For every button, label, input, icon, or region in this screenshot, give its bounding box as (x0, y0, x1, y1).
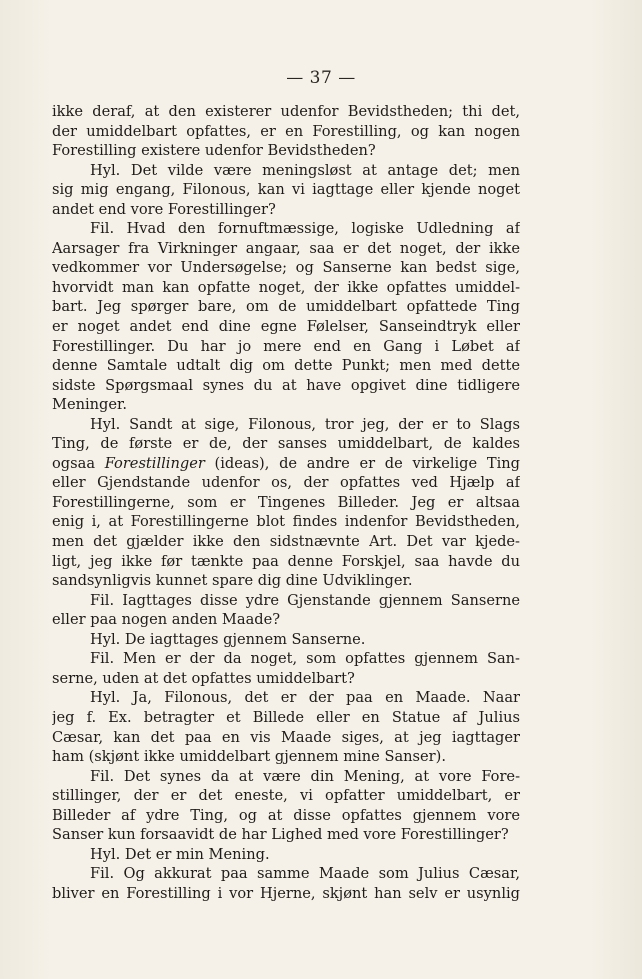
text-line: Billeder af ydre Ting, og at disse opfattes gjennem vore (52, 806, 520, 824)
text-line: Hyl. Det er min Mening. (90, 845, 270, 863)
text-line: Cæsar, kan det paa en vis Maade siges, at jeg iagttager (52, 728, 520, 746)
text-line (52, 454, 520, 474)
text-line: denne Samtale udtalt dig om dette Punkt; men med dette (52, 357, 520, 375)
text-line: andet end vore Forestillinger? (52, 200, 276, 218)
page-number: — 37 — (286, 68, 356, 88)
text-line: ikke deraf, at den existerer udenfor Bevidstheden; thi det, (52, 103, 520, 120)
text-line: sandsynligvis kunnet spare dig dine Udviklinger. (52, 572, 413, 590)
text-line: eller paa nogen anden Maade? (52, 611, 281, 629)
text-line: Aarsager fra Virkninger angaar, saa er det noget, der ikke (52, 239, 520, 257)
text-line: vedkommer vor Undersøgelse; og Sanserne kan bedst sige, (52, 259, 520, 277)
text-line: stillinger, der er det eneste, vi opfatter umiddelbart, er (52, 787, 520, 805)
text-line: bliver en Forestilling i vor Hjerne, skjønt han selv er usynlig (52, 884, 520, 902)
text-line: men det gjælder ikke den sidstnævnte Art. Det var kjede- (52, 533, 520, 551)
text-line: Fil. Og akkurat paa samme Maade som Julius Cæsar, (90, 865, 520, 883)
text-line: serne, uden at det opfattes umiddelbart? (52, 669, 355, 687)
text-segment: (ideas), de andre er de virkelige Ting (204, 454, 520, 472)
text-line: ham (skjønt ikke umiddelbart gjennem mine Sanser). (52, 748, 446, 766)
text-line: ligt, jeg ikke før tænkte paa denne Forskjel, saa havde du (52, 552, 520, 570)
text-line: Hyl. Ja, Filonous, det er der paa en Maade. Naar (90, 689, 520, 707)
text-line: Hyl. Sandt at sige, Filonous, tror jeg, der er to Slags (90, 415, 520, 433)
text-line: Forestilling existere udenfor Bevidstheden? (52, 142, 376, 160)
text-line: Meninger. (52, 396, 128, 414)
text-line: Fil. Men er der da noget, som opfattes gjennem San- (90, 650, 520, 668)
text-line: der umiddelbart opfattes, er en Forestilling, og kan nogen (52, 122, 520, 140)
text-line: Sanser kun forsaavidt de har Lighed med vore Forestillinger? (52, 826, 509, 844)
text-line: Fil. Hvad den fornuftmæssige, logiske Udledning af (90, 220, 520, 238)
text-line: Hyl. De iagttages gjennem Sanserne. (90, 630, 366, 648)
text-line: Fil. Iagttages disse ydre Gjenstande gjennem Sanserne (90, 591, 520, 609)
body-text (52, 102, 520, 903)
text-line: bart. Jeg spørger bare, om de umiddelbart opfattede Ting (52, 298, 520, 316)
text-line: enig i, at Forestillingerne blot findes indenfor Bevidstheden, (52, 513, 520, 531)
text-segment: ogsaa (52, 454, 105, 472)
text-line: sidste Spørgsmaal synes du at have opgivet dine tidligere (52, 376, 520, 394)
text-line: hvorvidt man kan opfatte noget, der ikke opfattes umiddel- (52, 278, 520, 296)
italic-term: Forestillinger (104, 454, 205, 472)
text-line: sig mig engang, Filonous, kan vi iagttage eller kjende noget (52, 181, 520, 199)
text-line: jeg f. Ex. betragter et Billede eller en Statue af Julius (52, 708, 520, 726)
text-line: Hyl. Det vilde være meningsløst at antage det; men (90, 161, 520, 179)
text-line: Forestillingerne, som er Tingenes Billeder. Jeg er altsaa (52, 493, 520, 511)
text-line: Forestillinger. Du har jo mere end en Gang i Løbet af (52, 337, 520, 355)
text-line: er noget andet end dine egne Følelser, Sanseindtryk eller (52, 318, 520, 336)
text-line: Fil. Det synes da at være din Mening, at vore Fore- (90, 767, 520, 785)
text-line: Ting, de første er de, der sanses umiddelbart, de kaldes (52, 435, 520, 453)
text-line: eller Gjendstande udenfor os, der opfattes ved Hjælp af (52, 474, 520, 492)
